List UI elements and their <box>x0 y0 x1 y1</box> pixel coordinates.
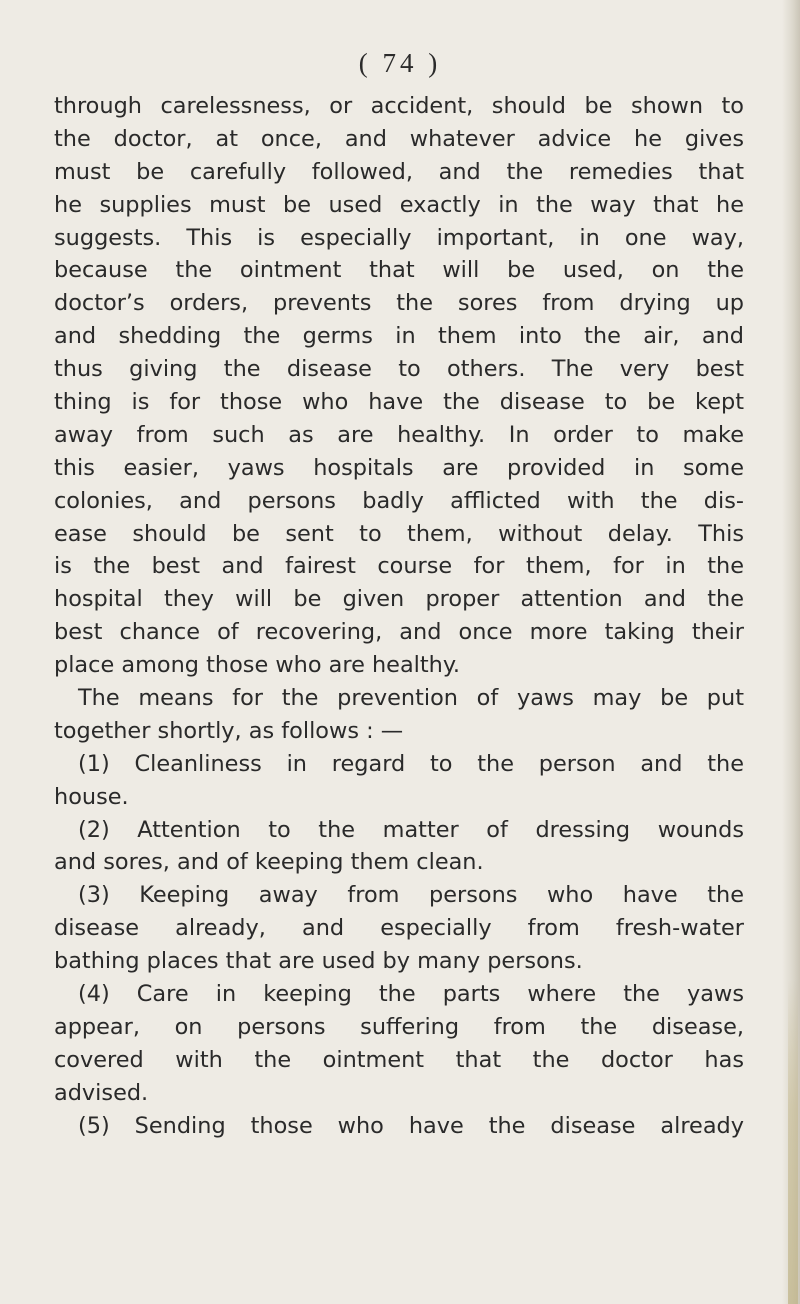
text-line: advised. <box>54 1079 149 1106</box>
page-number: ( 74 ) <box>358 48 442 78</box>
text-line: (3) Keeping away from persons who have the <box>78 882 744 909</box>
text-line: bathing places that are used by many persons. <box>54 948 583 975</box>
text-line: ease should be sent to them, without delay. This <box>54 520 744 547</box>
text-line: because the ointment that will be used, on the <box>54 257 744 284</box>
text-line: The means for the prevention of yaws may be put <box>78 685 744 712</box>
text-line: suggests. This is especially important, in one way, <box>54 224 744 251</box>
text-line: through carelessness, or accident, should be shown to <box>54 93 744 119</box>
text-line: (2) Attention to the matter of dressing wounds <box>78 816 744 843</box>
text-line: and sores, and of keeping them clean. <box>54 849 484 876</box>
text-line: (5) Sending those who have the disease already <box>78 1112 744 1139</box>
text-line: best chance of recovering, and once more taking their <box>54 619 744 646</box>
text-line: hospital they will be given proper attention and the <box>54 586 744 613</box>
text-line: must be carefully followed, and the remedies that <box>54 158 744 185</box>
text-line: the doctor, at once, and whatever advice he gives <box>54 125 744 152</box>
text-line: (1) Cleanliness in regard to the person and the <box>78 750 744 777</box>
text-line: this easier, yaws hospitals are provided in some <box>54 454 744 481</box>
text-line: house. <box>54 783 129 810</box>
text-line: place among those who are healthy. <box>54 652 461 679</box>
text-line: disease already, and especially from fresh-water <box>54 915 744 942</box>
text-line: he supplies must be used exactly in the way that he <box>54 191 744 218</box>
text-line: away from such as are healthy. In order to make <box>54 421 744 448</box>
text-line: thus giving the disease to others. The very best <box>54 356 744 383</box>
text-line: is the best and fairest course for them, for in the <box>54 553 744 580</box>
text-line: (4) Care in keeping the parts where the yaws <box>78 981 744 1008</box>
text-line: thing is for those who have the disease to be kept <box>54 389 744 416</box>
text-line: together shortly, as follows : — <box>54 717 404 744</box>
text-line: appear, on persons suffering from the disease, <box>54 1013 744 1040</box>
page-edge-stain <box>788 980 798 1304</box>
text-line: and shedding the germs in them into the air, and <box>54 323 744 350</box>
text-line: colonies, and persons badly afflicted with the dis- <box>54 487 744 514</box>
text-line: covered with the ointment that the doctor has <box>54 1046 744 1073</box>
body-text <box>54 90 744 1143</box>
text-line: doctor’s orders, prevents the sores from drying up <box>54 290 744 317</box>
